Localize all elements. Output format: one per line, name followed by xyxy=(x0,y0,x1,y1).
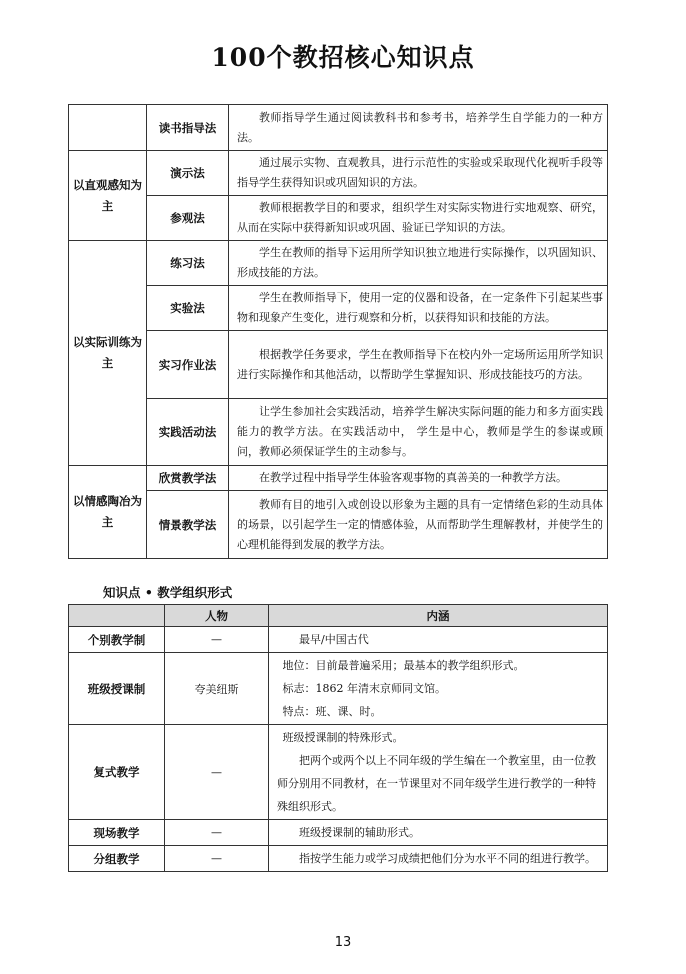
form-name: 分组教学 xyxy=(69,846,165,872)
table-row xyxy=(69,653,608,725)
form-name: 复式教学 xyxy=(69,725,165,820)
content-cell xyxy=(269,846,608,872)
group-cell-empty xyxy=(69,105,147,151)
table-row xyxy=(69,286,608,331)
method-name: 参观法 xyxy=(147,196,229,241)
table-row xyxy=(69,331,608,399)
method-name: 实践活动法 xyxy=(147,399,229,466)
group-cell: 以直观感知为主 xyxy=(69,151,147,241)
method-name: 实习作业法 xyxy=(147,331,229,399)
method-name: 情景教学法 xyxy=(147,491,229,559)
section-heading: 知识点 • 教学组织形式 xyxy=(103,585,233,600)
table-row xyxy=(69,820,608,846)
method-description: 教师指导学生通过阅读教科书和参考书，培养学生自学能力的一种方法。 xyxy=(229,105,608,151)
method-description: 在教学过程中指导学生体验客观事物的真善美的一种教学方法。 xyxy=(229,466,608,491)
method-description: 教师有目的地引入或创设以形象为主题的具有一定情绪色彩的生动具体的场景，以引起学生一定的情感体验，从而帮助学生理解教材，并使学生的心理机能得到发展的教学方法。 xyxy=(229,491,608,559)
teaching-methods-table xyxy=(68,104,608,559)
method-name: 实验法 xyxy=(147,286,229,331)
content-line: 把两个或两个以上不同年级的学生编在一个教室里，由一位教师分别用不同教材，在一节课里对不同年级学生进行教学的一种特殊组织形式。 xyxy=(277,754,596,813)
table-row xyxy=(69,627,608,653)
content-cell xyxy=(269,653,608,725)
page-number: 13 xyxy=(334,935,352,950)
content-line: 最早/中国古代 xyxy=(299,633,369,646)
method-name: 欣赏教学法 xyxy=(147,466,229,491)
table-row xyxy=(69,196,608,241)
content-cell xyxy=(269,725,608,820)
method-description: 通过展示实物、直观教具，进行示范性的实验或采取现代化视听手段等指导学生获得知识或巩固知识的方法。 xyxy=(229,151,608,196)
content-cell xyxy=(269,627,608,653)
form-name: 个别教学制 xyxy=(69,627,165,653)
person-name: — xyxy=(165,725,269,820)
organization-forms-table xyxy=(68,604,608,872)
content-line: 特点：班、课、时。 xyxy=(282,705,382,718)
content-line: 地位：目前最普遍采用；最基本的教学组织形式。 xyxy=(282,659,525,672)
column-header-content: 内涵 xyxy=(269,605,608,627)
method-description: 让学生参加社会实践活动，培养学生解决实际问题的能力和多方面实践能力的教学方法。在实践活动中， 学生是中心，教师是学生的参谋或顾问，教师必须保证学生的主动参与。 xyxy=(229,399,608,466)
content-line: 标志：1862 年清末京师同文馆。 xyxy=(282,682,446,695)
method-description: 学生在教师指导下，使用一定的仪器和设备，在一定条件下引起某些事物和现象产生变化，进行观察和分析，以获得知识和技能的方法。 xyxy=(229,286,608,331)
content-line: 班级授课制的辅助形式。 xyxy=(299,826,420,839)
person-name: 夸美纽斯 xyxy=(165,653,269,725)
method-description: 学生在教师的指导下运用所学知识独立地进行实际操作，以巩固知识、形成技能的方法。 xyxy=(229,241,608,286)
group-cell: 以情感陶冶为主 xyxy=(69,466,147,559)
table-header-row xyxy=(69,605,608,627)
content-cell xyxy=(269,820,608,846)
table-row xyxy=(69,491,608,559)
method-name: 读书指导法 xyxy=(147,105,229,151)
content-line: 指按学生能力或学习成绩把他们分为水平不同的组进行教学。 xyxy=(299,852,596,865)
method-description: 根据教学任务要求，学生在教师指导下在校内外一定场所运用所学知识进行实际操作和其他活动，以帮助学生掌握知识、形成技能技巧的方法。 xyxy=(229,331,608,399)
column-header-person: 人物 xyxy=(165,605,269,627)
group-cell: 以实际训练为主 xyxy=(69,241,147,466)
table-row xyxy=(69,466,608,491)
method-name: 练习法 xyxy=(147,241,229,286)
person-name: — xyxy=(165,627,269,653)
table-row xyxy=(69,105,608,151)
form-name: 班级授课制 xyxy=(69,653,165,725)
content-line: 班级授课制的特殊形式。 xyxy=(282,731,404,744)
table-row xyxy=(69,241,608,286)
method-name: 演示法 xyxy=(147,151,229,196)
table-row xyxy=(69,151,608,196)
table-row xyxy=(69,725,608,820)
table-row xyxy=(69,399,608,466)
page-title: 100个教招核心知识点 xyxy=(211,43,475,72)
person-name: — xyxy=(165,846,269,872)
table-row xyxy=(69,846,608,872)
column-header-form xyxy=(69,605,165,627)
form-name: 现场教学 xyxy=(69,820,165,846)
person-name: — xyxy=(165,820,269,846)
method-description: 教师根据教学目的和要求，组织学生对实际实物进行实地观察、研究，从而在实际中获得新知识或巩固、验证已学知识的方法。 xyxy=(229,196,608,241)
